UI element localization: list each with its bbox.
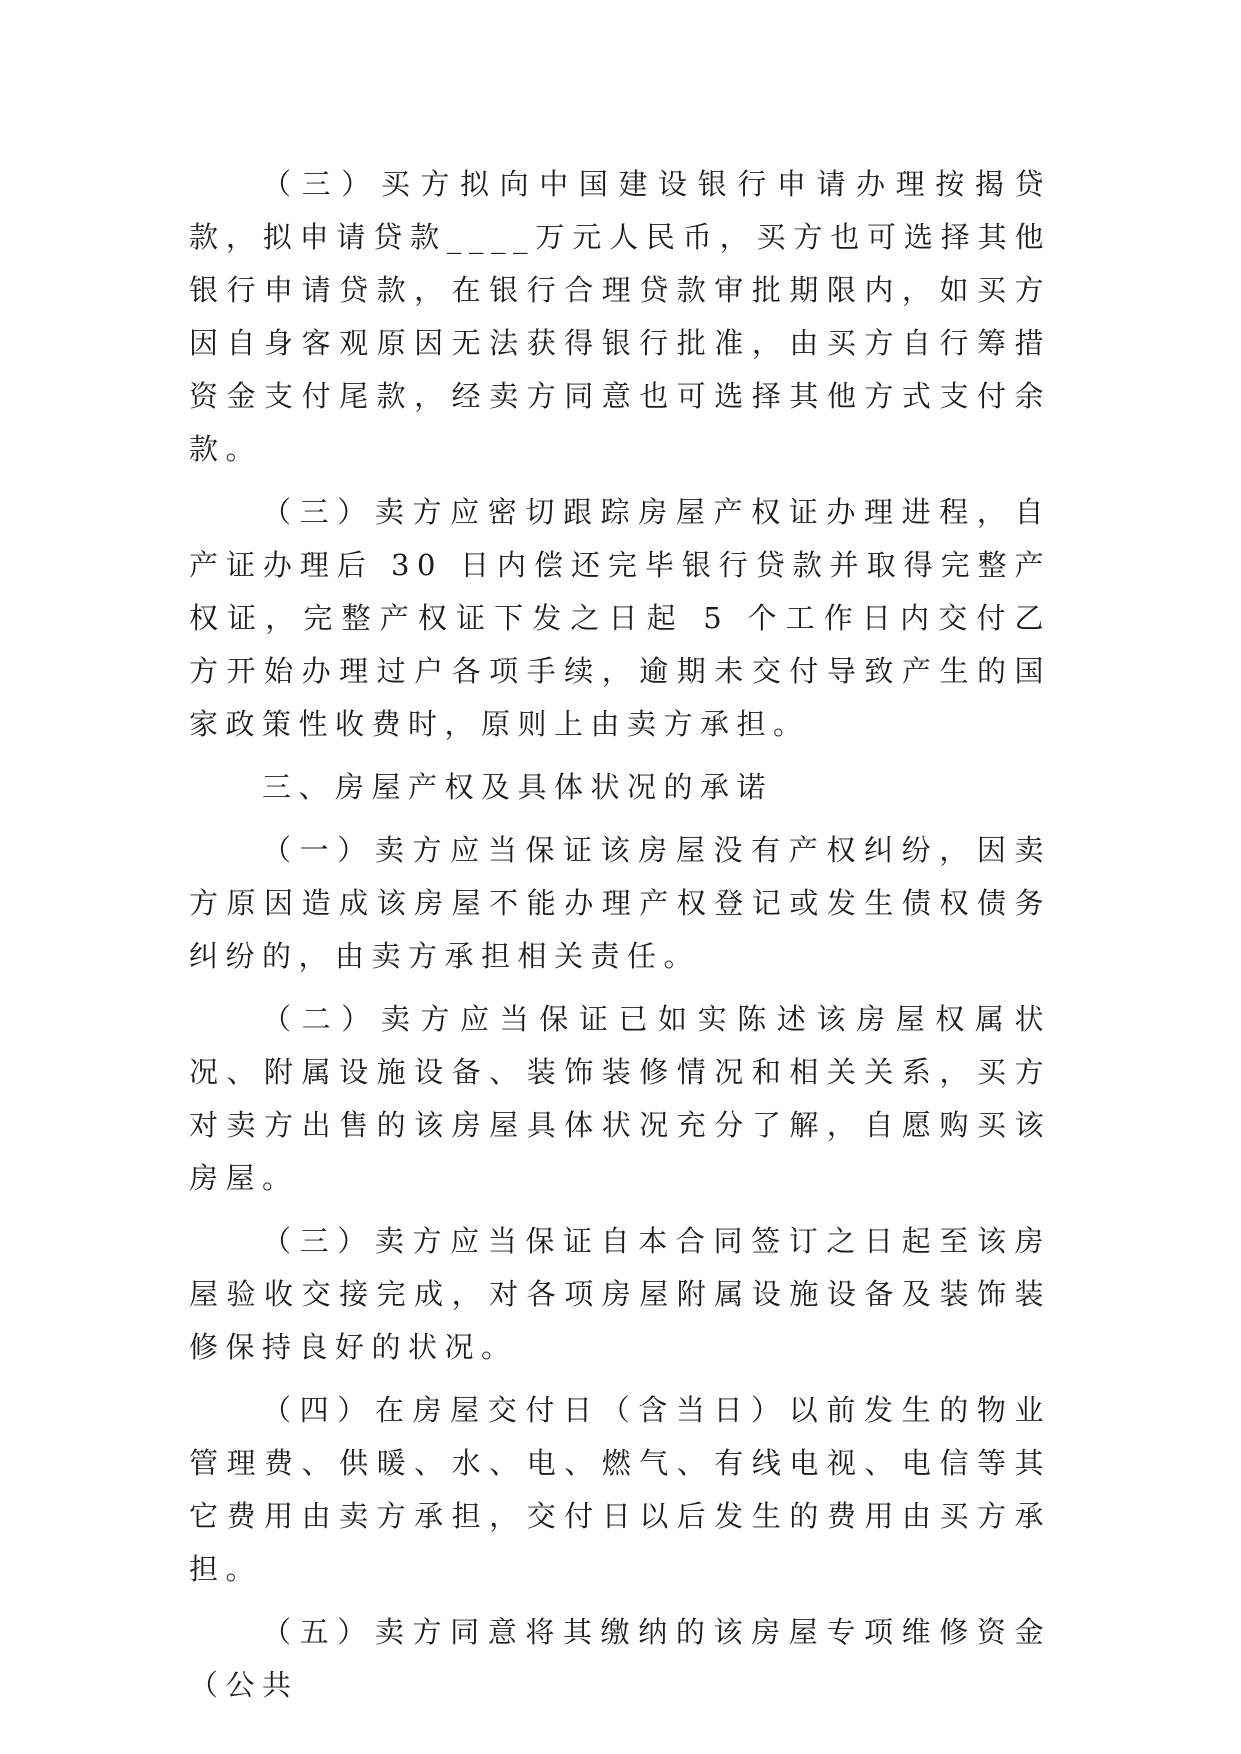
- document-body: [189, 158, 1051, 1722]
- paragraph-truthful-statement: （二）卖方应当保证已如实陈述该房屋权属状况、附属设施设备、装饰装修情况和相关关系，买方对卖方出售的该房屋具体状况充分了解，自愿购买该房屋。: [189, 1002, 1051, 1195]
- paragraph-maintenance-fund: （五）卖方同意将其缴纳的该房屋专项维修资金（公共: [189, 1615, 1051, 1702]
- paragraph-no-dispute: （一）卖方应当保证该房屋没有产权纠纷，因卖方原因造成该房屋不能办理产权登记或发生债权债务纠纷的，由卖方承担相关责任。: [189, 833, 1051, 973]
- paragraph-title-certificate: （三）卖方应密切跟踪房屋产权证办理进程，自产证办理后 30 日内偿还完毕银行贷款并取得完整产权证，完整产权证下发之日起 5 个工作日内交付乙方开始办理过户各项手续，逾期未交付导致产生的国家政策性收费时，原则上由卖方承担。: [189, 495, 1051, 741]
- paragraph-fees-before-delivery: （四）在房屋交付日（含当日）以前发生的物业管理费、供暖、水、电、燃气、有线电视、电信等其它费用由卖方承担，交付日以后发生的费用由买方承担。: [189, 1393, 1051, 1586]
- section-heading-property-commitment: 三、房屋产权及具体状况的承诺: [262, 770, 774, 804]
- paragraph-maintain-condition: （三）卖方应当保证自本合同签订之日起至该房屋验收交接完成，对各项房屋附属设施设备及装饰装修保持良好的状况。: [189, 1224, 1051, 1364]
- paragraph-loan-application: （三）买方拟向中国建设银行申请办理按揭贷款，拟申请贷款____万元人民币，买方也可选择其他银行申请贷款，在银行合理贷款审批期限内，如买方因自身客观原因无法获得银行批准，由买方自行筹措资金支付尾款，经卖方同意也可选择其他方式支付余款。: [189, 167, 1051, 466]
